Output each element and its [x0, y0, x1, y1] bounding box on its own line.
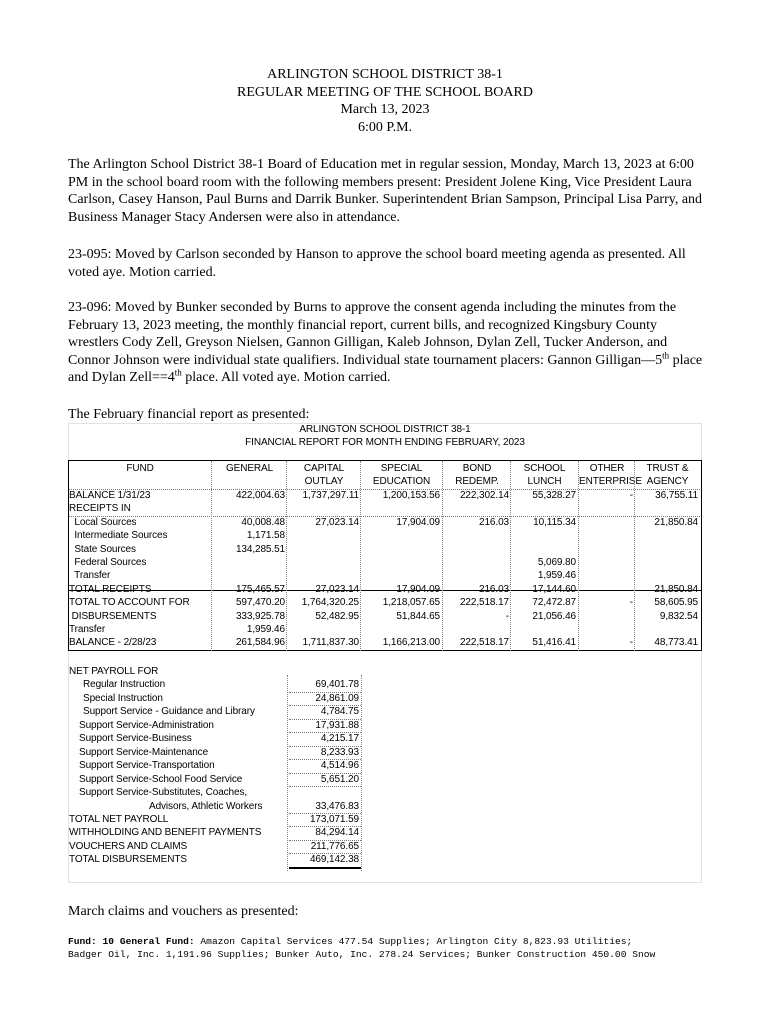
financial-cell: 21,850.84 — [654, 583, 698, 595]
column-divider — [211, 461, 212, 651]
financial-cell: 222,518.17 — [459, 637, 509, 649]
financial-cell: 333,925.78 — [235, 610, 285, 622]
financial-cell: 175,465.57 — [235, 583, 285, 595]
column-header-other-enterprise: OTHER — [589, 463, 625, 474]
financial-cell: 1,959.46 — [246, 624, 285, 635]
financial-cell: 52,482.95 — [315, 610, 359, 622]
financial-cell: 1,218,057.65 — [382, 597, 440, 609]
column-header-trust-agency: TRUST & — [646, 463, 689, 474]
financial-cell: 422,004.63 — [235, 490, 285, 501]
financial-row-label: BALANCE 1/31/23 — [69, 490, 151, 501]
motion-23-095: 23-095: Moved by Carlson seconded by Hanson to approve the school board meeting agenda as presented. All voted aye. Motion carried. — [68, 247, 686, 280]
financial-cell: - — [505, 610, 509, 622]
payroll-label: Support Service-Business — [79, 733, 192, 745]
rule-receipts — [68, 516, 702, 517]
rule-total-receipts — [68, 590, 702, 591]
ordinal-suffix-4th: th — [174, 367, 182, 378]
fund-label: Fund: 10 General Fund: — [68, 936, 195, 947]
payroll-value: 17,931.88 — [315, 719, 359, 731]
financial-row-label: BALANCE - 2/28/23 — [69, 637, 157, 649]
meeting-title: REGULAR MEETING OF THE SCHOOL BOARD — [237, 84, 533, 100]
meeting-date: March 13, 2023 — [340, 102, 430, 117]
column-subheader-trust-agency: AGENCY — [646, 476, 689, 487]
column-header-bond-redemption: BOND — [462, 463, 492, 474]
financial-row-label: RECEIPTS IN — [69, 503, 131, 515]
ordinal-suffix-5th: th — [662, 349, 670, 360]
payroll-divider-right — [361, 675, 362, 871]
financial-cell: 1,737,297.11 — [302, 490, 359, 501]
payroll-label: Support Service-Substitutes, Coaches, — [79, 787, 248, 799]
claims-list — [68, 935, 708, 961]
financial-cell: 261,584.96 — [235, 637, 285, 649]
motion-23-096 — [68, 299, 708, 387]
column-divider — [442, 461, 443, 651]
financial-cell: 1,959.46 — [537, 570, 576, 582]
financial-cell: 51,416.41 — [532, 637, 576, 649]
district-title: ARLINGTON SCHOOL DISTRICT 38-1 — [267, 67, 503, 82]
financial-cell: 134,285.51 — [235, 543, 285, 555]
payroll-value: 8,233.93 — [320, 746, 359, 758]
financial-cell: 1,711,837.30 — [302, 637, 359, 649]
payroll-value: 24,861.09 — [315, 692, 359, 704]
column-divider — [286, 461, 287, 651]
intro-paragraph: The Arlington School District 38-1 Board of Education met in regular session, Monday, March 13, 2023 at 6:00 PM in the school board room with the following members present: President Jolene King, Vice President Laura Carlson, Casey Hanson, Paul Burns and Darrik Bunker. Superintendent Brian Sampson, Principal Lisa Parry, and Business Manager Stacy Andersen were also in attendance. — [68, 157, 703, 225]
financial-report — [68, 423, 702, 885]
financial-cell: 55,328.27 — [532, 490, 576, 501]
payroll-value: 173,071.59 — [309, 813, 359, 825]
report-subtitle: FINANCIAL REPORT FOR MONTH ENDING FEBRUARY, 2023 — [245, 437, 525, 448]
financial-cell: - — [629, 597, 633, 609]
payroll-label: TOTAL NET PAYROLL — [69, 813, 169, 825]
payroll-label: Special Instruction — [83, 692, 163, 704]
column-divider — [360, 461, 361, 651]
table-right-edge — [701, 461, 702, 651]
financial-cell: 27,023.14 — [315, 583, 359, 595]
financial-cell: 36,755.11 — [655, 490, 698, 501]
financial-cell: 10,115.34 — [533, 516, 576, 528]
column-header-special-education: SPECIAL — [380, 463, 423, 474]
financial-row-label: Federal Sources — [69, 557, 147, 568]
column-divider — [510, 461, 511, 651]
column-subheader-special-education: EDUCATION — [372, 476, 431, 487]
fund-column-header: FUND — [126, 463, 154, 474]
payroll-value: 4,215.17 — [320, 733, 359, 745]
financial-cell: 40,008.48 — [241, 516, 285, 528]
column-subheader-other-enterprise: ENTERPRISE — [579, 476, 642, 487]
financial-cell: 222,302.14 — [459, 490, 509, 501]
column-header-school-lunch: SCHOOL — [523, 463, 566, 474]
claims-text: Amazon Capital Services 477.54 Supplies; Arlington City 8,823.93 Utilities; Badger Oil, Inc. 1,191.96 Supplies; Bunker Auto, Inc. 278.24 Services; Bunker Construction 450.00 Snow — [68, 936, 656, 960]
financial-row-label: DISBURSEMENTS — [69, 610, 157, 622]
financial-cell: 21,056.46 — [532, 610, 576, 622]
report-title: ARLINGTON SCHOOL DISTRICT 38-1 — [299, 424, 471, 435]
payroll-label: Support Service-Transportation — [79, 760, 215, 772]
column-header-capital-outlay: CAPITAL — [303, 463, 345, 474]
payroll-label: Support Service-Administration — [79, 719, 214, 731]
column-header-general: GENERAL — [225, 463, 274, 474]
payroll-value: 84,294.14 — [315, 827, 359, 839]
financial-cell: 17,904.09 — [396, 583, 440, 595]
financial-cell: 597,470.20 — [235, 597, 285, 609]
payroll-divider-left — [287, 675, 288, 871]
payroll-value: 469,142.38 — [309, 854, 359, 866]
motion-096-text-a: 23-096: Moved by Bunker seconded by Burns to approve the consent agenda including the minutes from the February 13, 2023 meeting, the monthly financial report, current bills, and recognized Kingsbury County wrestlers Cody Zell, Greyson Nielsen, Gannon Gilligan, Kaleb Johnson, Dylan Zell, Tucker Anderson, and Connor Johnson were individual state qualifiers. Individual state tournament placers: Gannon Gilligan—5 — [68, 300, 677, 368]
financial-cell: 17,904.09 — [396, 516, 440, 528]
financial-row-label: Local Sources — [69, 516, 137, 528]
financial-row-label: State Sources — [69, 543, 136, 555]
financial-cell: - — [629, 490, 633, 501]
minutes-header — [0, 66, 770, 136]
financial-cell: 222,518.17 — [459, 597, 509, 609]
payroll-label: Support Service - Guidance and Library — [83, 706, 255, 718]
meeting-time: 6:00 P.M. — [357, 119, 413, 135]
column-subheader-bond-redemption: REDEMP. — [455, 476, 499, 487]
payroll-label: Support Service-School Food Service — [79, 773, 243, 785]
claims-intro: March claims and vouchers as presented: — [68, 904, 299, 919]
financial-cell: 1,171.58 — [246, 530, 285, 542]
total-double-underline — [289, 867, 361, 869]
financial-cell: - — [629, 637, 633, 649]
motion-096-text-c: place. All voted aye. Motion carried. — [181, 370, 391, 385]
financial-cell: 51,844.65 — [396, 610, 440, 622]
financial-row-label: Transfer — [69, 624, 106, 635]
financial-cell: 72,472.87 — [532, 597, 576, 609]
financial-row-label: Intermediate Sources — [69, 530, 168, 542]
payroll-value: 33,476.83 — [315, 800, 359, 812]
financial-cell: 216.03 — [479, 583, 509, 595]
payroll-label: TOTAL DISBURSEMENTS — [69, 854, 187, 866]
financial-cell: 48,773.41 — [654, 637, 698, 649]
financial-row-label: TOTAL TO ACCOUNT FOR — [69, 597, 190, 609]
table-left-edge — [68, 461, 69, 651]
financial-cell: 27,023.14 — [315, 516, 359, 528]
financial-row-label: TOTAL RECEIPTS — [69, 583, 152, 595]
payroll-value: 211,776.65 — [310, 840, 359, 852]
payroll-value: 69,401.78 — [315, 679, 359, 691]
payroll-label: Regular Instruction — [83, 679, 166, 691]
rule-header-bottom — [68, 489, 702, 490]
financial-cell: 216.03 — [479, 516, 509, 528]
column-subheader-school-lunch: LUNCH — [527, 476, 562, 487]
financial-cell: 1,200,153.56 — [382, 490, 440, 501]
payroll-value: 4,784.75 — [320, 706, 359, 718]
rule-header-top — [68, 460, 702, 461]
financial-cell: 5,069.80 — [537, 557, 576, 568]
financial-cell: 9,832.54 — [659, 610, 698, 622]
payroll-label: VOUCHERS AND CLAIMS — [69, 840, 188, 852]
financial-report-intro: The February financial report as presented: — [68, 407, 310, 422]
financial-cell: 21,850.84 — [654, 516, 698, 528]
payroll-label: Advisors, Athletic Workers — [149, 800, 263, 812]
payroll-label: WITHHOLDING AND BENEFIT PAYMENTS — [69, 827, 262, 839]
financial-cell: 58,605.95 — [654, 597, 698, 609]
column-divider — [578, 461, 579, 651]
financial-row-label: Transfer — [69, 570, 111, 582]
payroll-value: 5,651.20 — [320, 773, 359, 785]
financial-cell: 1,764,320.25 — [301, 597, 359, 609]
payroll-label: Support Service-Maintenance — [79, 746, 209, 758]
financial-cell: 1,166,213.00 — [382, 637, 440, 649]
payroll-underline — [289, 786, 361, 787]
payroll-value: 4,514.96 — [320, 760, 359, 772]
rule-balance-bottom — [68, 650, 702, 651]
financial-cell: 17,144.60 — [532, 583, 576, 595]
payroll-label: NET PAYROLL FOR — [69, 666, 159, 677]
column-subheader-capital-outlay: OUTLAY — [304, 476, 344, 487]
column-divider — [634, 461, 635, 651]
motion-096-text-b: place and Dylan Zell==4 — [68, 352, 703, 385]
